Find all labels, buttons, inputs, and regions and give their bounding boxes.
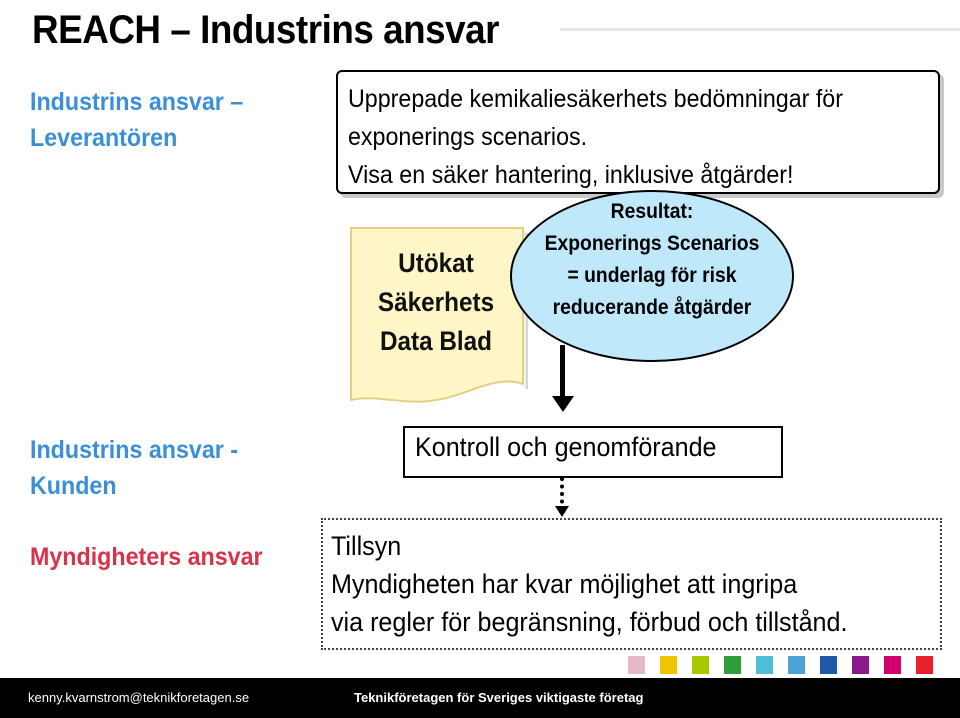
assessment-line-1: Upprepade kemikaliesäkerhets bedömningar för <box>348 85 843 113</box>
result-ellipse-text <box>510 196 794 324</box>
control-text: Kontroll och genomförande <box>415 432 717 462</box>
sds-label <box>351 244 521 361</box>
color-square-cyan <box>756 656 773 674</box>
supervision-text <box>331 527 886 641</box>
customer-label-line-1: Industrins ansvar - <box>30 436 239 464</box>
title-divider <box>560 28 960 31</box>
sds-line-3: Data Blad <box>379 326 493 356</box>
assessment-box <box>336 70 940 194</box>
color-square-blue <box>820 656 837 674</box>
supervision-line-1: Tillsyn <box>331 531 402 561</box>
supplier-label-line-2: Leverantören <box>30 124 178 152</box>
color-square-pink <box>628 656 645 674</box>
color-square-yellow <box>660 656 677 674</box>
slide-title: REACH – Industrins ansvar <box>32 8 500 52</box>
supervision-line-3: via regler för begränsning, förbud och tillstånd. <box>331 607 848 637</box>
supplier-responsibility-label <box>30 84 243 156</box>
footer-email: kenny.kvarnstrom@teknikforetagen.se <box>28 690 250 705</box>
arrow-down-icon <box>552 396 574 414</box>
assessment-line-3: Visa en säker hantering, inklusive åtgärder! <box>348 161 794 189</box>
color-square-light-blue <box>788 656 805 674</box>
supplier-label-line-1: Industrins ansvar – <box>30 88 244 116</box>
arrow-shaft <box>560 345 565 401</box>
sds-line-1: Utökat <box>398 248 474 278</box>
result-line-1: Resultat: <box>610 200 694 223</box>
footer-tagline: Teknikföretagen för Sveriges viktigaste företag <box>354 690 644 705</box>
color-square-red <box>916 656 933 674</box>
small-arrow-down-icon <box>555 506 569 518</box>
color-square-purple <box>852 656 869 674</box>
color-square-lime <box>692 656 709 674</box>
sds-line-2: Säkerhets <box>377 287 495 317</box>
authority-responsibility-label: Myndigheters ansvar <box>30 543 263 571</box>
assessment-line-2: exponerings scenarios. <box>348 123 588 151</box>
result-line-3: = underlag för risk <box>567 264 737 287</box>
result-line-2: Exponerings Scenarios <box>544 232 760 255</box>
customer-responsibility-label <box>30 432 238 504</box>
result-line-4: reducerande åtgärder <box>552 296 752 319</box>
customer-label-line-2: Kunden <box>30 472 117 500</box>
color-square-magenta <box>884 656 901 674</box>
supervision-line-2: Myndigheten har kvar möjlighet att ingripa <box>331 569 798 599</box>
color-square-green <box>724 656 741 674</box>
